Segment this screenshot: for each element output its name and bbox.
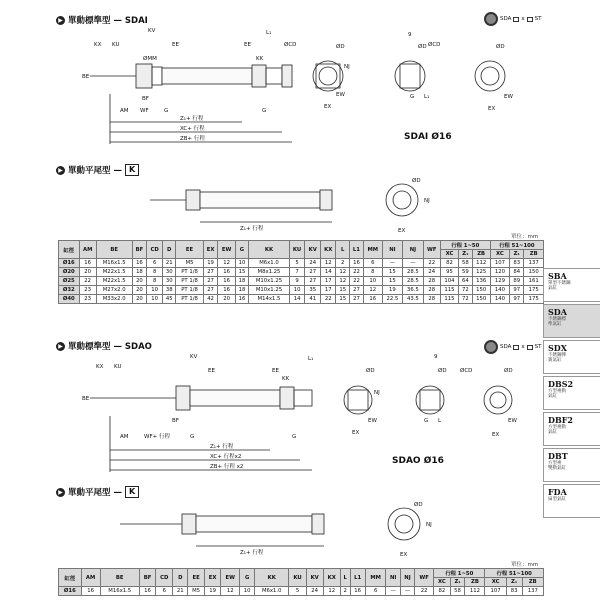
table-cell: 16: [79, 259, 96, 268]
table-cell: M6x1.0: [249, 259, 290, 268]
side-nav-item-dbf2[interactable]: [543, 412, 600, 446]
table-cell: 150: [472, 286, 490, 295]
table-cell: 97: [510, 295, 524, 304]
table-cell: 6: [147, 259, 163, 268]
svg-text:KV: KV: [190, 354, 198, 360]
side-nav-item-dbt[interactable]: [543, 448, 600, 482]
svg-text:Z₁+ 行程: Z₁+ 行程: [180, 116, 204, 122]
svg-text:EX: EX: [492, 432, 500, 438]
svg-text:KU: KU: [114, 364, 122, 370]
side-nav-code: SDA: [548, 307, 567, 317]
table-cell: 23: [79, 295, 96, 304]
svg-text:KU: KU: [112, 42, 120, 48]
table-cell: M14x1.5: [249, 295, 290, 304]
svg-text:KX: KX: [94, 42, 102, 48]
table-cell: 2: [336, 259, 350, 268]
side-nav-code: DBS2: [548, 379, 574, 389]
table-cell: 137: [522, 587, 543, 596]
table-cell: 83: [510, 259, 524, 268]
table-cell: M8x1.25: [249, 268, 290, 277]
svg-text:XC+ 行程: XC+ 行程: [180, 126, 205, 132]
sda-legend: SDA x ST: [484, 12, 542, 26]
svg-text:BE: BE: [82, 74, 90, 80]
sda-legend-2: SDA x ST: [484, 340, 542, 354]
table-cell: 16: [350, 587, 365, 596]
table-cell: M22x1.5: [96, 268, 132, 277]
table-cell: 64: [459, 277, 473, 286]
svg-text:Z₁+ 行程: Z₁+ 行程: [210, 444, 234, 450]
svg-text:ØD: ØD: [496, 44, 505, 50]
table-row: [59, 268, 544, 277]
table-cell: M5: [176, 259, 203, 268]
svg-text:ØD: ØD: [418, 44, 427, 50]
svg-text:L₁: L₁: [308, 356, 314, 362]
table-cell: 89: [510, 277, 524, 286]
table-cell: M16x1.5: [100, 587, 139, 596]
table-cell: 35: [305, 286, 321, 295]
svg-text:EX: EX: [324, 104, 332, 110]
table-cell: 137: [524, 259, 544, 268]
sdai-drawing: [80, 24, 550, 154]
svg-text:XC+ 行程x2: XC+ 行程x2: [210, 454, 242, 460]
table-cell: Ø20: [59, 268, 80, 277]
table-cell: 17: [320, 286, 336, 295]
table-cell: 125: [472, 268, 490, 277]
table-cell: 27: [349, 286, 363, 295]
section-title-sdao-k: ▶ 單動平尾型 — K: [56, 486, 139, 498]
table-cell: 136: [472, 277, 490, 286]
table-cell: 9: [289, 277, 305, 286]
svg-text:ØCD: ØCD: [460, 368, 473, 374]
table-cell: —: [382, 259, 402, 268]
bullet-icon: ▶: [56, 166, 65, 175]
svg-text:EW: EW: [504, 94, 513, 100]
table-cell: 19: [382, 286, 402, 295]
svg-text:KX: KX: [96, 364, 104, 370]
table-cell: 23: [79, 286, 96, 295]
svg-text:WF+ 行程: WF+ 行程: [144, 434, 170, 440]
table-cell: 15: [382, 268, 402, 277]
table-cell: 10: [147, 295, 163, 304]
svg-text:L: L: [438, 418, 442, 424]
table-cell: 22: [415, 587, 434, 596]
sdao-k-drawing: [110, 500, 450, 562]
bullet-icon: ▶: [56, 16, 65, 25]
svg-text:9: 9: [434, 354, 438, 360]
side-nav-code: DBF2: [548, 415, 573, 425]
table-cell: 30: [162, 268, 176, 277]
table-cell: 7: [289, 268, 305, 277]
table-cell: 22: [423, 259, 440, 268]
table-cell: 175: [524, 286, 544, 295]
side-nav-code: DBT: [548, 451, 568, 461]
table-cell: 19: [204, 587, 220, 596]
svg-text:EX: EX: [352, 430, 360, 436]
table-row: [59, 286, 544, 295]
table-row: [59, 277, 544, 286]
table-cell: PT 1/8: [176, 277, 203, 286]
table-cell: 97: [510, 286, 524, 295]
svg-text:KK: KK: [256, 56, 264, 62]
table-cell: 5: [289, 587, 306, 596]
table-cell: 175: [524, 295, 544, 304]
table-cell: Ø32: [59, 286, 80, 295]
svg-text:ØCD: ØCD: [428, 42, 441, 48]
table-cell: 21: [173, 587, 188, 596]
table-cell: 112: [465, 587, 485, 596]
table-cell: 129: [490, 277, 509, 286]
svg-text:ØD: ØD: [336, 44, 345, 50]
table-cell: —: [403, 259, 423, 268]
table-cell: 14: [320, 268, 336, 277]
table-cell: 107: [485, 587, 506, 596]
table-cell: 30: [162, 277, 176, 286]
table-cell: 12: [323, 587, 340, 596]
table-cell: 10: [235, 259, 249, 268]
table-cell: 12: [221, 587, 240, 596]
table-cell: 16: [218, 286, 235, 295]
svg-text:ØMM: ØMM: [143, 56, 157, 62]
table-cell: 22: [349, 277, 363, 286]
svg-text:BF: BF: [142, 96, 149, 102]
side-nav-desc: 不銹鋼標 準氣缸: [548, 317, 566, 327]
model-label-sdao: SDAO Ø16: [392, 456, 444, 466]
table-cell: 15: [382, 277, 402, 286]
table-cell: 24: [423, 268, 440, 277]
table-cell: 150: [524, 268, 544, 277]
table-cell: 16: [218, 277, 235, 286]
table-cell: 6: [363, 259, 382, 268]
table-cell: 2: [340, 587, 350, 596]
section-title-sdao: ▶ 單動標準型 — SDAO: [56, 340, 152, 352]
svg-text:EE: EE: [172, 42, 179, 48]
table-cell: 16: [139, 587, 155, 596]
svg-text:ØD: ØD: [504, 368, 513, 374]
table-cell: 15: [336, 286, 350, 295]
table-cell: 20: [132, 277, 147, 286]
table-cell: M22x1.5: [96, 277, 132, 286]
section-title-sdai: ▶ 單動標準型 — SDAI: [56, 14, 148, 26]
svg-text:AM: AM: [120, 108, 129, 114]
side-nav-desc: 單型不銹鋼 氣缸: [548, 281, 571, 291]
table-cell: 22.5: [382, 295, 402, 304]
table-cell: 28: [423, 295, 440, 304]
svg-text:EW: EW: [508, 418, 517, 424]
side-nav-code: FDA: [548, 487, 567, 497]
table-cell: 27: [349, 295, 363, 304]
table-cell: 115: [440, 295, 458, 304]
svg-text:G: G: [424, 418, 429, 424]
table-cell: 150: [472, 295, 490, 304]
table-cell: 20: [132, 286, 147, 295]
table-cell: 18: [235, 277, 249, 286]
table-cell: 112: [472, 259, 490, 268]
svg-text:EE: EE: [244, 42, 251, 48]
table-cell: 6: [156, 587, 173, 596]
svg-text:G: G: [262, 108, 267, 114]
svg-text:AM: AM: [120, 434, 129, 440]
table-cell: 27: [305, 268, 321, 277]
table-row: [59, 259, 544, 268]
table-cell: 15: [235, 268, 249, 277]
unit-label-2: 單位：mm: [511, 562, 539, 568]
svg-text:EE: EE: [208, 368, 215, 374]
table-cell: 42: [203, 295, 218, 304]
table-cell: 27: [203, 268, 218, 277]
table-cell: 8: [147, 268, 163, 277]
table-cell: Ø25: [59, 277, 80, 286]
side-nav-item-fda[interactable]: [543, 484, 600, 518]
table-cell: 41: [305, 295, 321, 304]
svg-text:ZB+ 行程 x2: ZB+ 行程 x2: [210, 464, 244, 470]
table-cell: 27: [203, 277, 218, 286]
table-cell: M27x2.0: [96, 286, 132, 295]
svg-text:L₁: L₁: [266, 30, 272, 36]
section-title-sdai-k: ▶ 單動平尾型 — K: [56, 164, 139, 176]
table-row: [59, 587, 544, 596]
svg-text:Z₁+ 行程: Z₁+ 行程: [240, 226, 264, 232]
bullet-icon: ▶: [56, 342, 65, 351]
table-cell: M16x1.5: [96, 259, 132, 268]
table-cell: 14: [289, 295, 305, 304]
table-cell: 12: [320, 259, 336, 268]
table-cell: 10: [240, 587, 255, 596]
table-cell: M5: [188, 587, 205, 596]
table-cell: 36.5: [403, 286, 423, 295]
table-cell: 104: [440, 277, 458, 286]
svg-text:9: 9: [408, 32, 412, 38]
spec-table-sdai: 缸徑 AM BE BF CD D EE EX EW G KK KU KV KX L L1 MM NI NJ WF 行程 1~50 行程 51~100 XC Z₁ ZB XC Z₁ ZB Ø16 16 M16x1.5 16 6 21 M5 19 12 10 M6x1.0 5 24 12 2 16 6 — — 22 82 58 112 107 83 137 Ø20 20 M22x1.5 18 8 30 PT 1/8 27 16 15 M8x1.25 7 27 14 12 22 8 15 28.5 24 95 59 125 120 84 150 Ø25 22 M22x1.5 20 8 30 PT 1/8 27 16 18 M10x1.25 9 27 17 12 22 10 15 28.5 28 104 64 136 129 89 161 Ø32 23 M27x2.0 20 10 38 PT 1/8 27 16 18 M10x1.25 10 35 17 15 27 12 19 36.5 28 115 72 150 140 97 175 Ø40 23 M33x2.0 20 10 45 PT 1/8 42 20 16 M14x1.5 14 41 22 15 27 16 22.5 43.5 28 115 72 150 140 97 175: [58, 240, 544, 304]
svg-text:BE: BE: [82, 396, 90, 402]
table-cell: 72: [459, 295, 473, 304]
svg-text:Z₁+ 行程: Z₁+ 行程: [240, 550, 264, 556]
svg-text:NJ: NJ: [424, 198, 430, 204]
table-cell: 16: [81, 587, 100, 596]
table-cell: 22: [349, 268, 363, 277]
table-cell: 20: [132, 295, 147, 304]
table-cell: 6: [365, 587, 386, 596]
table-cell: M10x1.25: [249, 286, 290, 295]
table-cell: —: [400, 587, 414, 596]
sdao-drawing: [80, 354, 550, 476]
table-cell: 140: [490, 295, 509, 304]
table-cell: 10: [289, 286, 305, 295]
spec-table-sdao: 缸徑 AM BE BF CD D EE EX EW G KK KU KV KX L L1 MM NI NJ WF 行程 1~50 行程 51~100 XC Z₁ ZB XC Z₁ ZB Ø16 16 M16x1.5 16 6 21 M5 19 12 10 M6x1.0 5 24 12 2 16 6 — — 22 82 58 112 107 83 137: [58, 568, 544, 596]
table-cell: 59: [459, 268, 473, 277]
table-cell: 10: [147, 286, 163, 295]
table-cell: 22: [79, 277, 96, 286]
table-cell: 27: [203, 286, 218, 295]
table-cell: 18: [132, 268, 147, 277]
table-cell: 8: [363, 268, 382, 277]
side-nav-code: SBA: [548, 271, 567, 281]
table-cell: 8: [147, 277, 163, 286]
table-cell: 45: [162, 295, 176, 304]
table-cell: M10x1.25: [249, 277, 290, 286]
table-cell: PT 1/8: [176, 295, 203, 304]
table-cell: 83: [506, 587, 522, 596]
table-row: [59, 295, 544, 304]
table-cell: 82: [434, 587, 450, 596]
table-cell: 12: [336, 277, 350, 286]
brand-logo-icon: [484, 340, 498, 354]
svg-text:EX: EX: [488, 106, 496, 112]
side-nav-item-sdx[interactable]: [543, 340, 600, 374]
table-cell: 107: [490, 259, 509, 268]
table-cell: 15: [336, 295, 350, 304]
table-cell: 24: [306, 587, 323, 596]
table-cell: Ø16: [59, 259, 80, 268]
table-cell: 28: [423, 286, 440, 295]
table-cell: 16: [363, 295, 382, 304]
table-cell: 72: [459, 286, 473, 295]
table-cell: 16: [218, 268, 235, 277]
side-nav-item-dbs2[interactable]: [543, 376, 600, 410]
svg-text:NJ: NJ: [426, 522, 432, 528]
svg-text:ZB+ 行程: ZB+ 行程: [180, 136, 205, 142]
bullet-icon: ▶: [56, 488, 65, 497]
table-cell: 22: [320, 295, 336, 304]
svg-text:KK: KK: [282, 376, 290, 382]
table-cell: 28.5: [403, 268, 423, 277]
side-nav-item-sba[interactable]: [543, 268, 600, 302]
table-cell: M6x1.0: [255, 587, 289, 596]
table-cell: 16: [235, 295, 249, 304]
table-cell: PT 1/8: [176, 286, 203, 295]
table-cell: 43.5: [403, 295, 423, 304]
svg-text:EX: EX: [398, 228, 406, 234]
svg-text:ØCD: ØCD: [284, 42, 297, 48]
table-cell: 12: [336, 268, 350, 277]
table-cell: Ø40: [59, 295, 80, 304]
table-cell: 58: [450, 587, 465, 596]
svg-text:L₁: L₁: [424, 94, 430, 100]
table-cell: Ø16: [59, 587, 82, 596]
svg-text:ØD: ØD: [438, 368, 447, 374]
svg-text:G: G: [410, 94, 415, 100]
model-label-sdai: SDAI Ø16: [404, 132, 452, 142]
svg-text:EE: EE: [272, 368, 279, 374]
table-cell: 120: [490, 268, 509, 277]
svg-text:WF: WF: [140, 108, 149, 114]
side-nav: [543, 268, 600, 520]
table-cell: 95: [440, 268, 458, 277]
svg-text:ØD: ØD: [412, 178, 421, 184]
table-cell: 16: [349, 259, 363, 268]
table-cell: 20: [79, 268, 96, 277]
table-cell: 115: [440, 286, 458, 295]
table-cell: 38: [162, 286, 176, 295]
table-cell: 5: [289, 259, 305, 268]
table-cell: 58: [459, 259, 473, 268]
side-nav-desc: 方型複動 氣缸: [548, 425, 566, 435]
svg-text:EX: EX: [400, 552, 408, 558]
table-cell: 161: [524, 277, 544, 286]
side-nav-desc: 方型複動 氣缸: [548, 389, 566, 399]
table-cell: 82: [440, 259, 458, 268]
table-cell: 12: [363, 286, 382, 295]
svg-text:G: G: [164, 108, 169, 114]
table-cell: 21: [162, 259, 176, 268]
table-cell: 24: [305, 259, 321, 268]
side-nav-desc: 扁型氣缸: [548, 497, 566, 502]
table-cell: 12: [218, 259, 235, 268]
side-nav-desc: 方型複 雙動氣缸: [548, 461, 566, 471]
svg-text:NJ: NJ: [374, 390, 380, 396]
table-cell: 84: [510, 268, 524, 277]
side-nav-desc: 不銹鋼彈 簧氣缸: [548, 353, 566, 363]
svg-text:G: G: [292, 434, 297, 440]
table-cell: 20: [218, 295, 235, 304]
table-cell: 27: [305, 277, 321, 286]
table-cell: 28: [423, 277, 440, 286]
unit-label: 單位：mm: [511, 234, 539, 240]
k-box: K: [125, 486, 139, 498]
svg-text:ØD: ØD: [366, 368, 375, 374]
table-cell: 16: [132, 259, 147, 268]
svg-text:EW: EW: [368, 418, 377, 424]
svg-text:ØD: ØD: [414, 502, 423, 508]
table-cell: 28.5: [403, 277, 423, 286]
table-cell: 19: [203, 259, 218, 268]
svg-text:BF: BF: [172, 418, 179, 424]
svg-text:EW: EW: [336, 92, 345, 98]
table-cell: PT 1/8: [176, 268, 203, 277]
svg-text:KV: KV: [148, 28, 156, 34]
table-cell: —: [386, 587, 400, 596]
sdai-k-drawing: [140, 178, 460, 238]
svg-text:NJ: NJ: [344, 64, 350, 70]
table-cell: M33x2.0: [96, 295, 132, 304]
table-cell: 17: [320, 277, 336, 286]
table-cell: 10: [363, 277, 382, 286]
table-cell: 140: [490, 286, 509, 295]
side-nav-code: SDX: [548, 343, 567, 353]
k-box: K: [125, 164, 139, 176]
side-nav-item-sda[interactable]: [543, 304, 600, 338]
svg-text:G: G: [190, 434, 195, 440]
table-cell: 18: [235, 286, 249, 295]
